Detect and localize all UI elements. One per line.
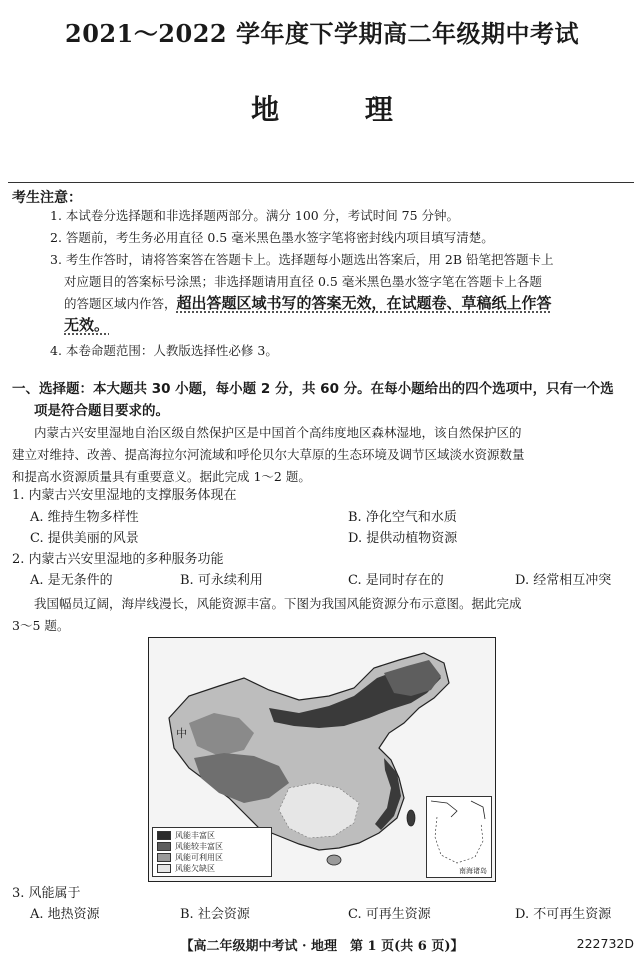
map-label-zhong: 中 (176, 727, 187, 740)
south-china-sea-inset (426, 796, 492, 878)
inset-label: 南海诸岛 (459, 867, 487, 875)
notice-item-2: 2. 答题前，考生务必用直径 0.5 毫米黑色墨水签字笔将密封线内项目填写清楚。 (50, 230, 494, 245)
legend-swatch-moderate (157, 842, 171, 851)
question-2-stem: 2. 内蒙古兴安里湿地的多种服务功能 (12, 552, 224, 567)
passage-2-line-2: 3～5 题。 (12, 618, 70, 633)
taiwan-island (407, 810, 415, 826)
passage-2-line-1: 我国幅员辽阔，海岸线漫长，风能资源丰富。下图为我国风能资源分布示意图。据此完成 (34, 596, 522, 611)
legend-swatch-rich (157, 831, 171, 840)
legend-label-moderate: 风能较丰富区 (175, 842, 223, 851)
notice-item-1: 1. 本试卷分选择题和非选择题两部分。满分 100 分，考试时间 75 分钟。 (50, 208, 460, 223)
legend-swatch-usable (157, 853, 171, 862)
notice-item-3-line-1: 3. 考生作答时，请将答案答在答题卡上。选择题每小题选出答案后，用 2B 铅笔把答题卡上 (50, 252, 554, 267)
question-1-option-c[interactable]: C. 提供美丽的风景 (30, 531, 139, 546)
legend-item-usable (157, 852, 267, 863)
question-2-option-b[interactable]: B. 可永续利用 (180, 573, 263, 588)
question-1-option-a[interactable]: A. 维持生物多样性 (30, 510, 139, 525)
wind-resource-map (148, 637, 496, 882)
map-legend (152, 827, 272, 877)
passage-2 (12, 593, 634, 637)
notice-item-3-line-2: 对应题目的答案标号涂黑；非选择题请用直径 0.5 毫米黑色墨水签字笔在答题卡上各题 (64, 274, 542, 289)
question-3-option-c[interactable]: C. 可再生资源 (348, 907, 431, 922)
notice-item-3-emphasis: 超出答题区域书写的答案无效，在试题卷、草稿纸上作答 (176, 294, 552, 312)
passage-1-line-2: 建立对维持、改善、提高海拉尔河流域和呼伦贝尔大草原的生态环境及调节区域淡水资源数量 (12, 447, 525, 462)
passage-1-line-3: 和提高水资源质量具有重要意义。据此完成 1～2 题。 (12, 469, 311, 484)
passage-1-line-1: 内蒙古兴安里湿地自治区级自然保护区是中国首个高纬度地区森林湿地，该自然保护区的 (34, 425, 522, 440)
legend-item-lacking (157, 863, 267, 874)
passage-1 (12, 422, 634, 488)
notice-item-3-emphasis-end: 无效。 (64, 316, 110, 334)
exam-title: 2021～2022 学年度下学期高二年级期中考试 (65, 19, 579, 48)
notice-item-4: 4. 本卷命题范围：人教版选择性必修 3。 (50, 343, 278, 358)
hainan-island (327, 855, 341, 865)
question-3-option-a[interactable]: A. 地热资源 (30, 907, 100, 922)
notice-heading: 考生注意： (12, 190, 82, 206)
notice-item-3-line-3 (64, 292, 639, 315)
notice-item-3-plain: 的答题区域内作答， (64, 296, 177, 311)
question-2-option-a[interactable]: A. 是无条件的 (30, 573, 113, 588)
section-heading-line-1: 一、选择题：本大题共 30 小题，每小题 2 分，共 60 分。在每小题给出的四个选项中，只有一个选 (12, 381, 614, 397)
notice-item-3-line-4 (64, 314, 644, 337)
question-2-option-d[interactable]: D. 经常相互冲突 (515, 573, 612, 588)
inset-boundary (435, 817, 483, 863)
question-2-option-c[interactable]: C. 是同时存在的 (348, 573, 444, 588)
question-3-option-b[interactable]: B. 社会资源 (180, 907, 250, 922)
section-heading-line-2: 项是符合题目要求的。 (34, 403, 169, 419)
question-3-stem: 3. 风能属于 (12, 886, 81, 901)
inset-coastline (431, 801, 485, 819)
question-3-option-d[interactable]: D. 不可再生资源 (515, 907, 612, 922)
header-divider (8, 182, 634, 183)
page-footer: 【高二年级期中考试 · 地理 第 1 页(共 6 页)】 (180, 939, 464, 954)
paper-code: 222732D (576, 936, 634, 951)
inset-drawing (427, 797, 489, 867)
legend-label-rich: 风能丰富区 (175, 831, 215, 840)
subject-title: 地 理 (251, 93, 431, 126)
question-1-stem: 1. 内蒙古兴安里湿地的支撑服务体现在 (12, 488, 237, 503)
legend-label-usable: 风能可利用区 (175, 853, 223, 862)
section-heading (12, 378, 634, 422)
legend-item-rich (157, 830, 267, 841)
question-1-option-d[interactable]: D. 提供动植物资源 (348, 531, 458, 546)
question-1-option-b[interactable]: B. 净化空气和水质 (348, 510, 457, 525)
legend-swatch-lacking (157, 864, 171, 873)
legend-label-lacking: 风能欠缺区 (175, 864, 215, 873)
legend-item-moderate (157, 841, 267, 852)
